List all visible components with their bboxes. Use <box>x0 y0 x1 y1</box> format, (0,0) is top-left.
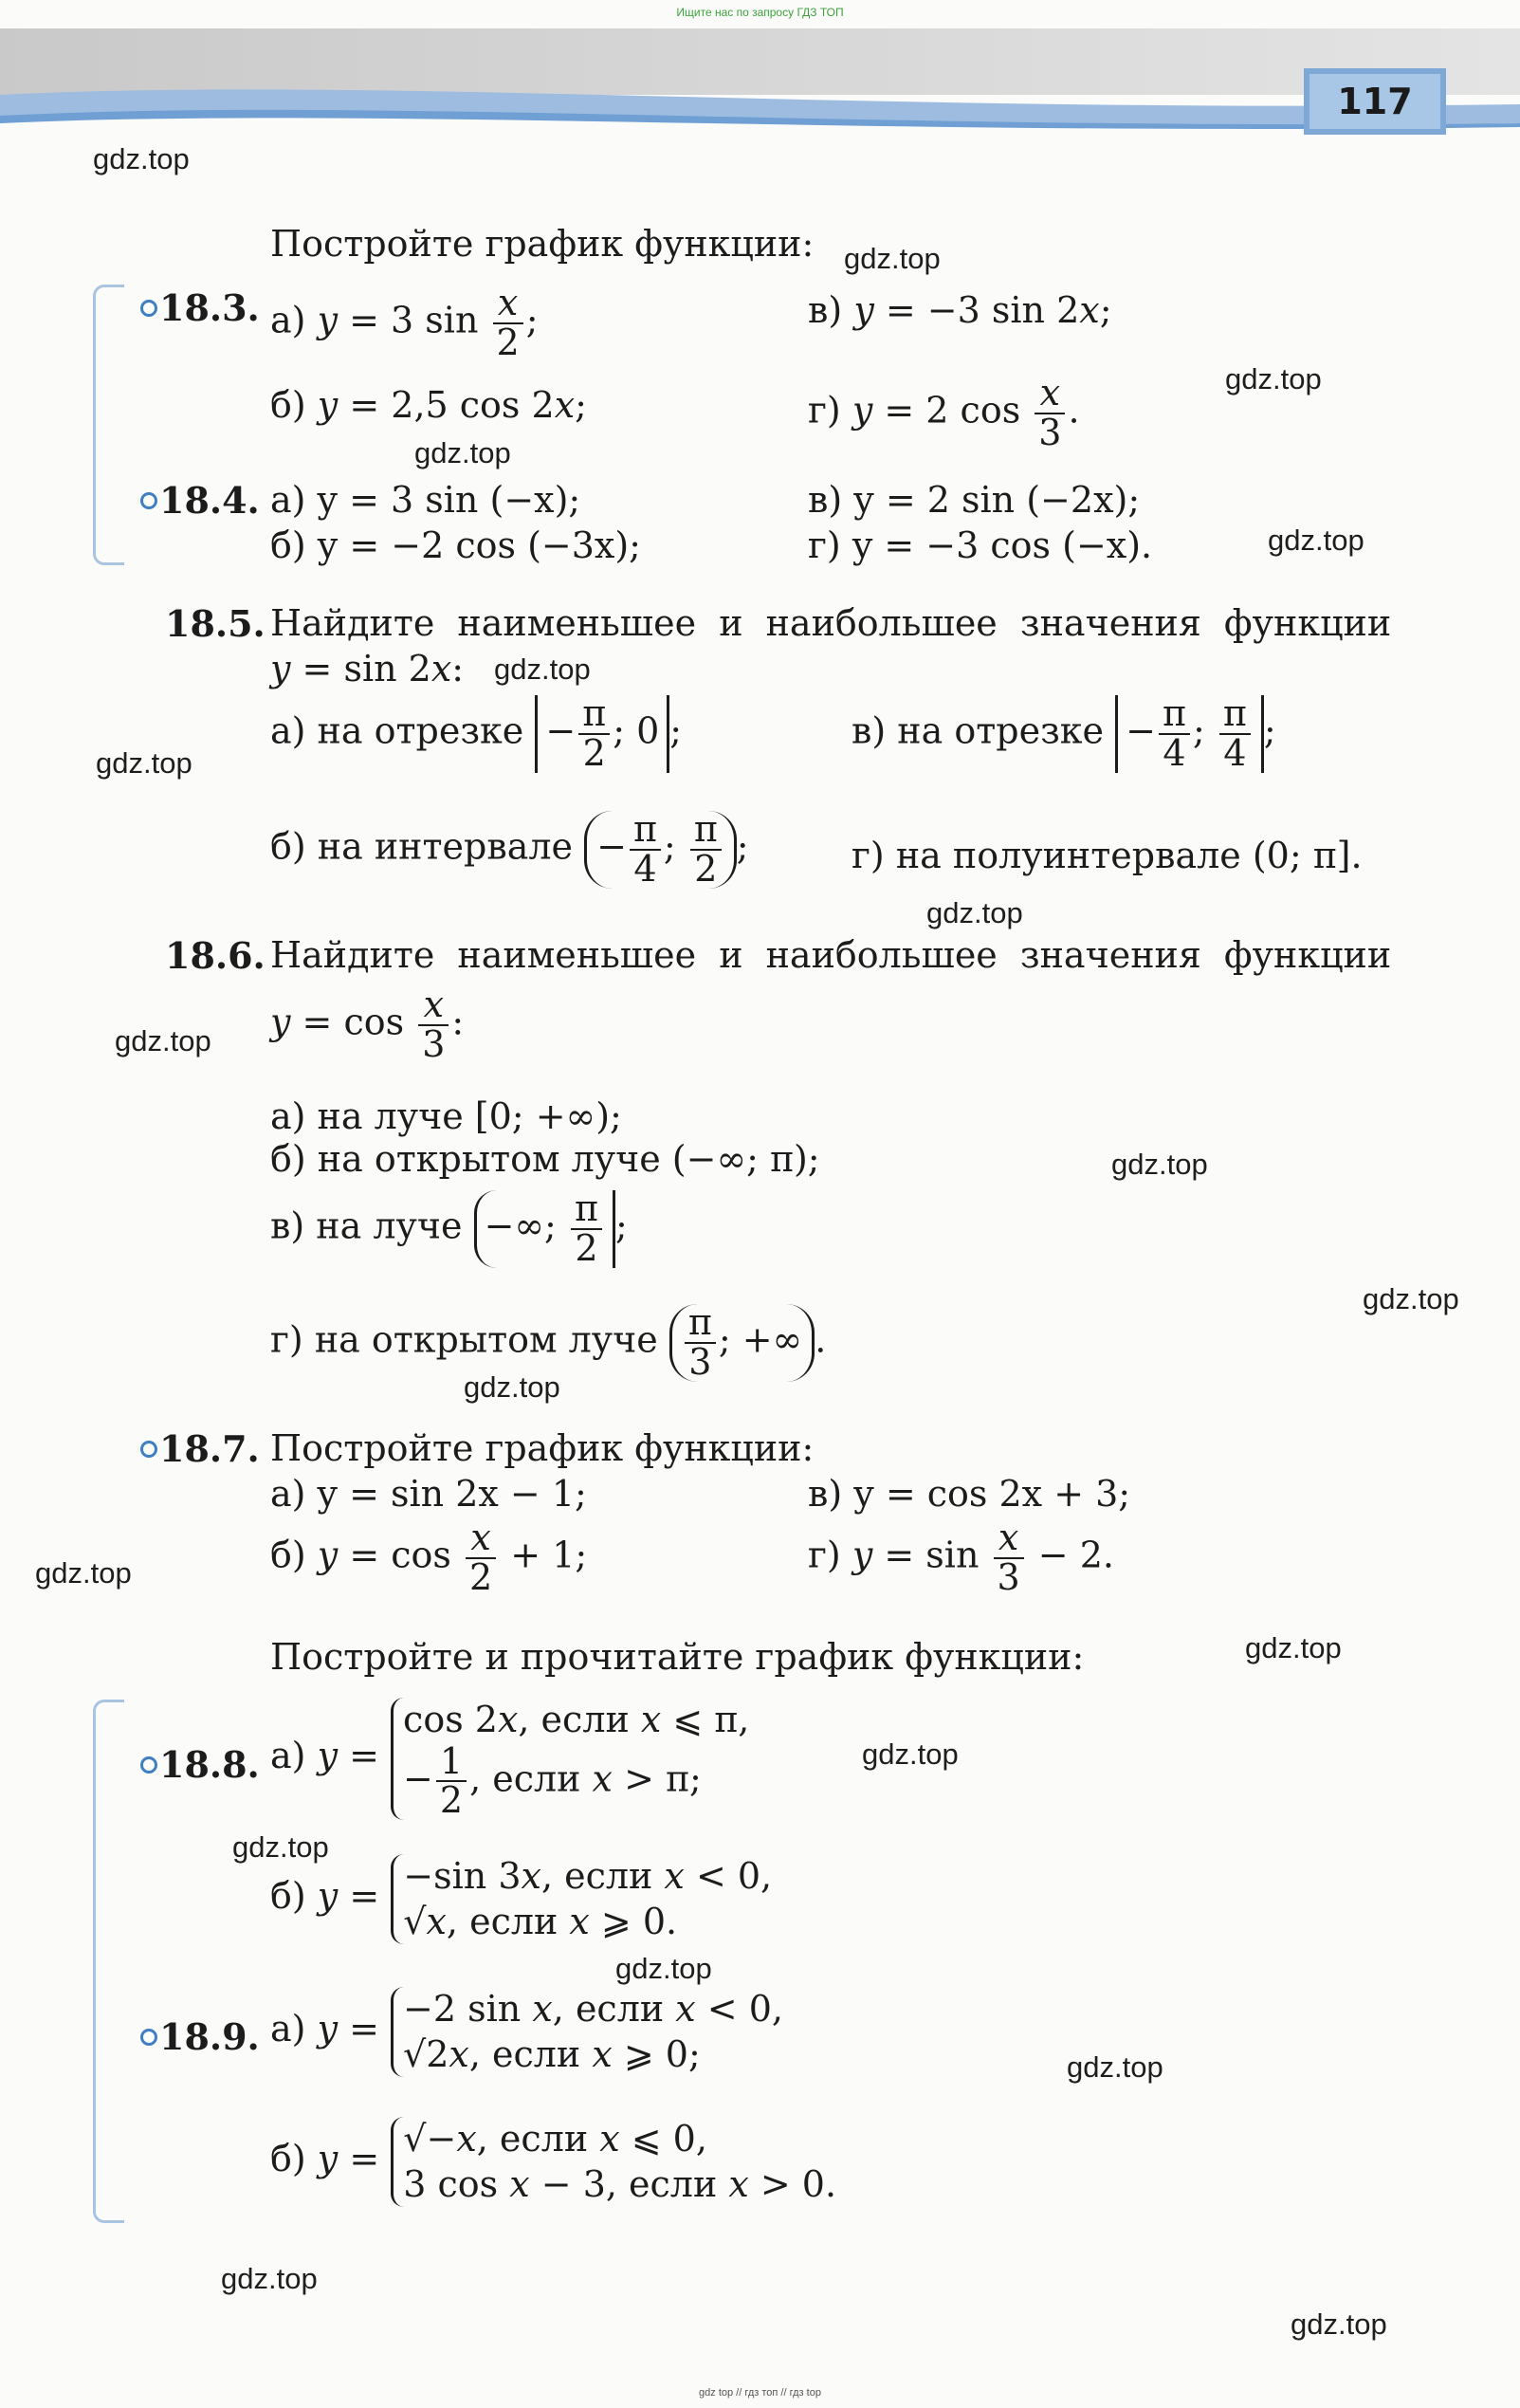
watermark: gdz.top <box>1363 1282 1459 1315</box>
problem-18-3-b: б) y = 2,5 cos 2x; <box>270 384 587 426</box>
section-intro-2: Постройте и прочитайте график функции: <box>270 1636 1085 1678</box>
problem-18-8-b: б) y = −sin 3x, если x < 0, √x, если x ⩾ 0. <box>270 1854 772 1944</box>
watermark: gdz.top <box>96 746 192 780</box>
problem-18-8: 18.8. <box>140 1743 260 1786</box>
problem-18-3: 18.3. <box>140 286 260 329</box>
problem-18-7-a: а) y = sin 2x − 1; <box>270 1473 587 1515</box>
watermark: gdz.top <box>414 436 511 469</box>
watermark: gdz.top <box>1225 362 1322 395</box>
problem-18-8-a: а) y = cos 2x, если x ⩽ π, − $\frac{1}{2}$ , если x > π; <box>270 1699 750 1822</box>
problem-18-5-a: а) на отрезке − $\frac{\pi}{2}$ ; 0 ; <box>270 692 683 774</box>
watermark: gdz.top <box>862 1737 959 1771</box>
problem-18-5: 18.5. <box>165 602 266 645</box>
watermark: gdz.top <box>221 2262 318 2295</box>
watermark: gdz.top <box>494 653 591 686</box>
problem-18-4-a: а) y = 3 sin (−x); <box>270 479 581 521</box>
problem-18-6-b: б) на открытом луче (−∞; π); <box>270 1138 820 1180</box>
watermark: gdz.top <box>1067 2050 1163 2084</box>
page-number: 117 <box>1304 68 1446 135</box>
watermark: gdz.top <box>1245 1631 1342 1664</box>
watermark: gdz.top <box>464 1370 560 1404</box>
watermark: gdz.top <box>1111 1148 1208 1181</box>
problem-18-5-func: y = sin 2x: <box>270 648 465 689</box>
problem-18-4-b: б) y = −2 cos (−3x); <box>270 524 641 566</box>
problem-18-3-v: в) y = −3 sin 2x; <box>808 289 1112 331</box>
problem-18-4-g: г) y = −3 cos (−x). <box>808 524 1153 566</box>
problem-18-5-v: в) на отрезке − $\frac{\pi}{4}$ ; $\frac{\pi}{4}$ ; <box>852 692 1276 774</box>
group-bracket <box>93 285 124 565</box>
watermark: gdz.top <box>35 1556 132 1590</box>
circle-marker-icon <box>140 492 157 509</box>
circle-marker-icon <box>140 300 157 317</box>
problem-18-7-b: б) y = cos $\frac{x}{2}$ + 1; <box>270 1516 588 1598</box>
problem-18-7-v: в) y = cos 2x + 3; <box>808 1473 1131 1515</box>
problem-18-9-a: а) y = −2 sin x, если x < 0, √2x, если x ⩾ 0; <box>270 1987 783 2077</box>
problem-18-3-a: а) y = 3 sin $\frac{x}{2}$ ; <box>270 282 539 363</box>
problem-18-4-v: в) y = 2 sin (−2x); <box>808 479 1141 521</box>
problem-18-7-g: г) y = sin $\frac{x}{3}$ − 2. <box>808 1516 1114 1598</box>
problem-18-6-v: в) на луче −∞; $\frac{\pi}{2}$ ; <box>270 1187 628 1269</box>
circle-marker-icon <box>140 1441 157 1458</box>
watermark: gdz.top <box>1268 524 1364 557</box>
problem-18-9-b: б) y = √−x, если x ⩽ 0, 3 cos x − 3, если x > 0. <box>270 2117 836 2207</box>
problem-18-6-text: Найдите наименьшее и наибольшее значения функции <box>270 934 1392 976</box>
group-bracket <box>93 1700 124 2223</box>
watermark: gdz.top <box>615 1952 712 1985</box>
problem-18-6-func: y = cos $\frac{x}{3}$ : <box>270 983 465 1065</box>
watermark: gdz.top <box>115 1024 211 1057</box>
circle-marker-icon <box>140 1756 157 1774</box>
problem-18-3-g: г) y = 2 cos $\frac{x}{3}$ . <box>808 372 1080 453</box>
problem-18-6: 18.6. <box>165 934 266 977</box>
problem-18-7-title: Постройте график функции: <box>270 1427 815 1469</box>
problem-18-6-g: г) на открытом луче $\frac{\pi}{3}$ ; +∞ . <box>270 1301 827 1383</box>
problem-18-5-b: б) на интервале − $\frac{\pi}{4}$ ; $\frac{\pi}{2}$ ; <box>270 808 749 890</box>
problem-18-7: 18.7. <box>140 1427 260 1470</box>
watermark: gdz.top <box>232 1830 329 1864</box>
problem-18-5-g: г) на полуинтервале (0; π]. <box>852 835 1363 876</box>
problem-18-6-a: а) на луче [0; +∞); <box>270 1095 622 1137</box>
header-swoosh <box>0 28 1520 152</box>
top-ad-text: Ищите нас по запросу ГДЗ ТОП <box>676 6 844 19</box>
watermark: gdz.top <box>93 142 190 175</box>
circle-marker-icon <box>140 2029 157 2046</box>
problem-18-9: 18.9. <box>140 2015 260 2058</box>
problem-18-5-text: Найдите наименьшее и наибольшее значения функции <box>270 602 1392 644</box>
watermark: gdz.top <box>844 242 941 275</box>
watermark: gdz.top <box>926 896 1023 929</box>
section-intro: Постройте график функции: <box>270 223 815 265</box>
watermark: gdz.top <box>1291 2307 1387 2341</box>
problem-18-4: 18.4. <box>140 479 260 522</box>
bottom-ad-text: gdz top // гдз топ // гдз top <box>699 2387 821 2399</box>
